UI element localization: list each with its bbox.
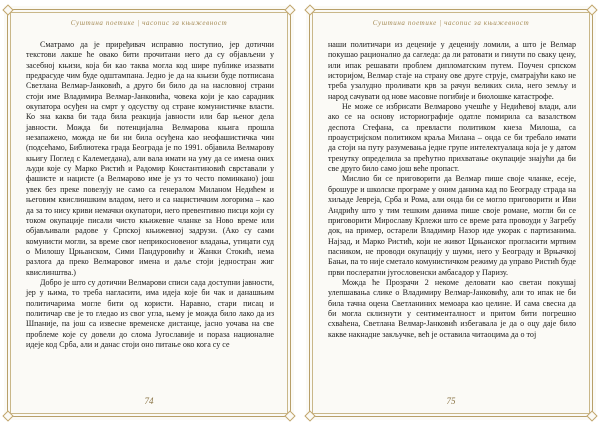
- paragraph: Не може се избрисати Велмарово учешће у Недићевој влади, али ако се на основу историографије одатле помирила са вазалством деспота Стефана, са превласти политиком кнеза Милоша, са проаустријском политиком краља Милана – онда се би требало имати да стоји на путу разумевања једне групе интелектуалаца која је у датом тренутку определила за прећутно прихватање окупације знајући да би све друго било само још веће пропаст.: [328, 102, 576, 174]
- body-text: [26, 40, 274, 350]
- running-header: Суштина поетике | часопис за књижевност: [372, 19, 530, 27]
- running-header: Суштина поетике | часопис за књижевност: [70, 19, 228, 27]
- body-text: [328, 40, 576, 340]
- paragraph: Добро је што су дотични Велмарови списи сада доступни јавности, јер у њима, то треба нагласити, има идеја које би чак и данашњим политичарима могле бити од користи. Наравно, стари писац и политичар све је то гледао из свог угла, њему је можда било лако да из Шпаније, па још са извесне временске дистанце, јасно уочава на све проблеме које су довели до слома Југославије и пораза националне идеје код Срба, али и данас стоји оно питање око кога су се: [26, 277, 274, 349]
- page-number: 75: [446, 396, 456, 406]
- paragraph: Можда ће Прозрачи 2 некоме деловати као светан покушај улепшавања слике о Владимиру Велмар-Јанковићу, али то ипак не би била тачна оцена Светланиних мемоара као целине. И сама свесна да би могла склизнути у сентименталност и притом бити погрешно схваћена, Светлана Велмар-Јанковић избегавала је да о оцу даје било какве накнадне закључке, већ је оставила читаоцима да о тој: [328, 277, 576, 339]
- right-page: [306, 6, 596, 420]
- left-page: [4, 6, 294, 420]
- paragraph: наши политичари из деценије у деценију ломили, а што је Велмар покушао рационално да сагледа: да ли ратовати и гинути по сваку цену, или ипак решавати проблем дипломатским путем. Поучен српском историјом, Велмар стаје на страну ове друге струје, сматрајући како не треба узалудно проливати крв за рачун великих сила, него земљу и народ сачувати од нове масовне погибије и биолошке катастрофе.: [328, 40, 576, 101]
- paragraph: Сматрамо да је приређивач исправно поступио, јер дотични текстови лакше ће овако бити прочитани него да су објављени у засебној књизи, која би као таква могла код шире публике изазвати предрасуде чим буде одштампана. Једно је да на књизи буде потписана Светлана Велмар-Јанковић, а друго би било да на насловној страни стоји име Владимира Велмар-Јанковића, човека који је као сарадник окупатора осуђен на смрт у одсуству од стране комунистичке власти. Ко зна каква би тада била реакција јавности или бар њеног дела јавности. Можда би потенцијална Велмарова књига прошла незапажено, можда не би ни била осуђена као неофашистичка чин (подсећамо, Библиотека града Београда је по 1991. објавила Велмарову књигу Поглед с Калемегдана), али вала имати на уму да се имена оних људи које су Марко Ристић и Радомир Константиновић сврставали у фашисте и нацисте (а Велмарово име је уз то често поминкано) још увек без преке повезују не само са генералом Миланом Недићем и његовим квислиншким владом, него и са нацистичким логорима – као да за то нису криви немачки окупатори, него превентивно писци који су током окупације писали чисто књижевне чланке за Ново време или објављивали радове у Српској књижевној задрузи. (Ако су сами комунисти могли, за време свог неприкосновеног владања, утицати суд о Милошу Црњанском, Сими Пандуровићу и Жанки Стокић, нема разлога да преко Велмаровог имена и даље стоји једностран жиг квислинштва.): [26, 40, 274, 277]
- page-number: 74: [144, 396, 154, 406]
- paragraph: Мислио би се приговорити да Велмар пише своје чланке, есеје, брошуре и школске програме у оним данима кад по Београду страда на хиљаде Јевреја, Срба и Рома, али онда би се могло приговорити и Иви Андрићу што у тим тешким данима пише своје романе, могли би се приговорити Мирославу Крлежи што се време рата провоуди у Загребу док, на пример, остарели Владимир Назор иде укорак с партизанима. Најзад, и Марко Ристић, који не живот Црњанског прогласити мртвим пасником, не проводи окупацију у шуми, него у Београду и Врњачкој Бањи, па то није сметало комунистичком режиму да управо Ристић буде први послератни југословенски амбасадор у Паризу.: [328, 174, 576, 277]
